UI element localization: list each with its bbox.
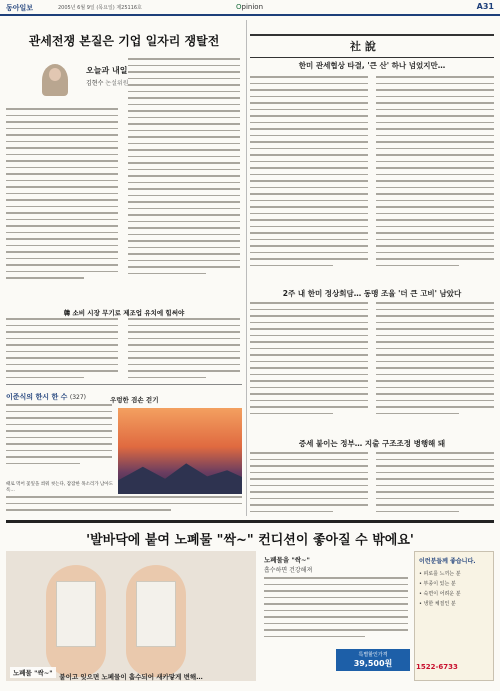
page-number: A31 xyxy=(476,2,494,11)
ad-headline: '발바닥에 붙여 노폐물 "싹~" 컨디션이 좋아질 수 밖에요' xyxy=(86,533,414,548)
ad-benefit-item: • 냉한 체질인 분 xyxy=(419,601,456,607)
ad-benefit-item: • 부종이 있는 분 xyxy=(419,581,456,587)
editorial-1-headline: 한미 관세협상 타결, '큰 산' 하나 넘었지만… xyxy=(298,61,446,70)
poem-series xyxy=(6,392,86,402)
ad-benefits-title: 이런분들께 좋습니다. xyxy=(419,558,476,565)
editorial-2-body-a xyxy=(250,302,368,430)
editorial-label: 社 說 xyxy=(350,40,376,53)
paper-name: 동아일보 xyxy=(6,4,34,12)
poem-commentary xyxy=(6,496,242,516)
column-author xyxy=(86,78,129,87)
left-divider xyxy=(6,384,242,385)
ad-price-note: 특별할인가격 xyxy=(358,652,388,658)
editorial-2-headline: 2주 내 한미 정상회담… 동맹 조율 '더 큰 고비' 남았다 xyxy=(282,289,462,298)
author-photo xyxy=(42,64,68,96)
column-headline: 관세전쟁 본질은 기업 일자리 쟁탈전 xyxy=(28,34,220,48)
foot-patch-right xyxy=(136,581,176,647)
section-label xyxy=(236,3,263,11)
ad-price-box xyxy=(336,649,410,671)
column-body-4 xyxy=(128,318,240,384)
poem-body xyxy=(6,404,112,474)
ad-copy-title: 노폐물을 "싹~" xyxy=(264,556,310,564)
ad-copy-body xyxy=(264,577,408,643)
column-title: 오늘과 내일 xyxy=(86,66,128,75)
column-body-1 xyxy=(6,108,118,298)
section-name: pinion xyxy=(241,3,264,11)
sunset-illustration xyxy=(118,408,242,494)
editorial-3-headline: 증세 붙이는 정부… 지출 구조조정 병행해 돼 xyxy=(298,439,446,448)
section-prefix: O xyxy=(236,3,242,11)
column-body-2 xyxy=(128,58,240,298)
ad-copy-subtitle: 흡수하면 건강해져 xyxy=(264,567,313,574)
masthead xyxy=(0,0,500,16)
ad-photo-feet xyxy=(6,551,256,681)
ad-price: 39,500원 xyxy=(353,659,393,668)
column-body-3 xyxy=(6,318,118,384)
author-name: 김현수 xyxy=(86,80,104,87)
poem-number: (327) xyxy=(69,394,86,401)
author-role: 논설위원 xyxy=(105,80,129,87)
ad-phone-number[interactable]: 1522-6733 xyxy=(416,663,458,671)
advertisement[interactable] xyxy=(6,520,494,685)
editorial-1-body-a xyxy=(250,76,368,281)
column-subhead: 韓 소비 시장 무기로 제조업 유치에 힘써야 xyxy=(63,309,185,317)
poem-caption: 때로 먹어 꽃잎을 씌워 씻는다, 잠잠한 목소리가 남아도록… xyxy=(6,482,114,493)
editorial-2-body-b xyxy=(376,302,494,430)
editorial-3-body-a xyxy=(250,452,368,518)
poem-series-title: 이준식의 한시 한 수 xyxy=(6,393,68,401)
ad-bottom-caption: 붙이고 잊으면 노폐물이 흡수되어 새카맣게 변해… xyxy=(59,673,203,681)
editorial-3-body-b xyxy=(376,452,494,518)
poem-title: 우렁한 겸손 걷기 xyxy=(110,396,159,404)
ad-photo-tag: 노폐물 "싹~" xyxy=(10,667,56,678)
column-divider xyxy=(246,20,247,516)
editorial-1-body-b xyxy=(376,76,494,281)
issue-date: 2005년 6월 9일 (목요일) 제25116호 xyxy=(58,5,142,11)
foot-patch-left xyxy=(56,581,96,647)
ad-benefit-item: • 피로를 느끼는 분 xyxy=(419,571,461,577)
ad-benefit-item: • 숙면이 어려운 분 xyxy=(419,591,461,597)
ad-benefits-box xyxy=(414,551,494,681)
